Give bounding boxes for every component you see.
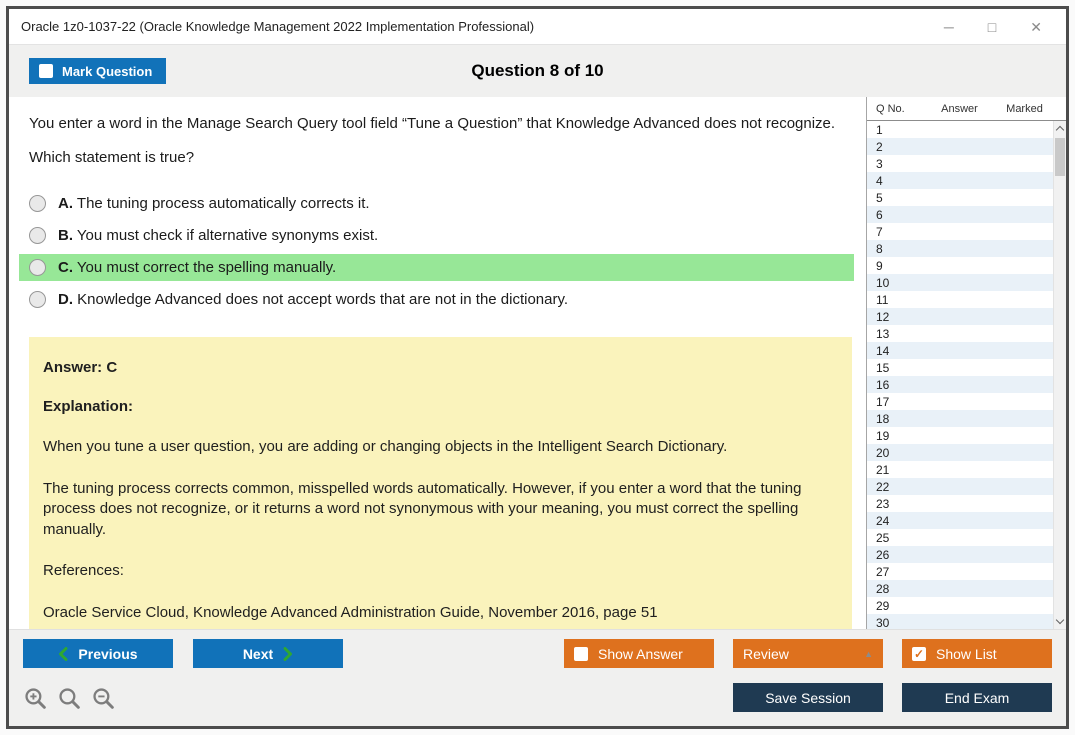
option-a-label (58, 195, 370, 212)
qrow-number: 19 (876, 428, 890, 443)
qrow-number: 6 (876, 207, 883, 222)
qrow-number: 25 (876, 530, 890, 545)
show-answer-checkbox[interactable] (574, 647, 588, 661)
question-list-row[interactable] (867, 138, 1053, 155)
option-b-letter: B. (58, 227, 73, 244)
show-list-button[interactable] (902, 639, 1052, 668)
qrow-number: 15 (876, 360, 890, 375)
qrow-number: 22 (876, 479, 890, 494)
show-list-checkbox[interactable] (912, 647, 926, 661)
zoom-reset-icon[interactable] (57, 686, 82, 711)
question-list-sidebar (866, 97, 1066, 629)
question-list-row[interactable] (867, 240, 1053, 257)
option-d[interactable] (19, 286, 854, 313)
question-list-row[interactable] (867, 580, 1053, 597)
qrow-number: 20 (876, 445, 890, 460)
review-button[interactable] (733, 639, 883, 668)
app-window (6, 6, 1069, 729)
qrow-number: 5 (876, 190, 883, 205)
caret-up-icon: ▲ (864, 648, 873, 659)
qrow-number: 11 (876, 292, 889, 307)
question-list-row[interactable] (867, 614, 1053, 629)
column-marked: Marked (1006, 102, 1043, 115)
zoom-in-icon[interactable] (23, 686, 48, 711)
question-list-row[interactable] (867, 257, 1053, 274)
question-text: You enter a word in the Manage Search Query tool field “Tune a Question” that Knowledge Advanced does not recognize. (29, 115, 836, 132)
zoom-tools (23, 686, 116, 711)
answer-label: Answer: C (43, 359, 118, 376)
column-q-no: Q No. (876, 102, 905, 115)
scroll-up-icon[interactable] (1056, 126, 1064, 134)
explanation-paragraph: When you tune a user question, you are adding or changing objects in the Intelligent Search Dictionary. (43, 438, 728, 455)
radio-option-d[interactable] (29, 291, 46, 308)
qrow-number: 21 (876, 462, 890, 477)
qrow-number: 1 (876, 122, 883, 137)
qrow-number: 23 (876, 496, 890, 511)
show-answer-label: Show Answer (598, 645, 683, 662)
save-session-button[interactable] (733, 683, 883, 712)
review-label: Review (743, 645, 789, 662)
option-a-text: The tuning process automatically corrects it. (76, 195, 370, 212)
mark-question-label: Mark Question (62, 63, 153, 79)
question-list-row[interactable] (867, 512, 1053, 529)
radio-option-c[interactable] (29, 259, 46, 276)
question-list-row[interactable] (867, 597, 1053, 614)
show-list-label: Show List (936, 645, 997, 662)
question-list-row[interactable] (867, 393, 1053, 410)
option-d-label (58, 291, 568, 308)
qrow-number: 30 (876, 615, 890, 629)
footer-bar (9, 629, 1066, 726)
option-c-text: You must correct the spelling manually. (76, 259, 337, 276)
option-d-text: Knowledge Advanced does not accept words that are not in the dictionary. (77, 291, 569, 308)
scrollbar-thumb[interactable] (1055, 138, 1065, 176)
question-list-row[interactable] (867, 427, 1053, 444)
qrow-number: 7 (876, 224, 883, 239)
question-list-row[interactable] (867, 461, 1053, 478)
question-list-row[interactable] (867, 563, 1053, 580)
qrow-number: 10 (876, 275, 890, 290)
question-list-row[interactable] (867, 206, 1053, 223)
qrow-number: 17 (876, 394, 890, 409)
qrow-number: 13 (876, 326, 890, 341)
option-a[interactable] (19, 190, 854, 217)
question-list-scrollbar[interactable] (1053, 121, 1066, 629)
qrow-number: 8 (876, 241, 883, 256)
qrow-number: 14 (876, 343, 890, 358)
close-icon[interactable]: ✕ (1030, 18, 1042, 35)
show-answer-button[interactable] (564, 639, 714, 668)
qrow-number: 2 (876, 139, 883, 154)
radio-option-a[interactable] (29, 195, 46, 212)
check-icon: ✓ (913, 646, 925, 661)
question-list-wrap (867, 121, 1066, 629)
question-list-row[interactable] (867, 410, 1053, 427)
question-list-row[interactable] (867, 274, 1053, 291)
window-title: Oracle 1z0-1037-22 (Oracle Knowledge Management 2022 Implementation Professional) (21, 19, 535, 34)
qrow-number: 12 (876, 309, 890, 324)
scroll-down-icon[interactable] (1056, 616, 1064, 624)
option-b-label (58, 227, 378, 244)
qrow-number: 3 (876, 156, 883, 171)
option-c[interactable] (19, 254, 854, 281)
question-list-row[interactable] (867, 529, 1053, 546)
window-controls (944, 20, 1066, 34)
reference-citation: Oracle Service Cloud, Knowledge Advanced Administration Guide, November 2016, page 51 (43, 603, 658, 621)
chevron-left-icon (58, 647, 68, 661)
qrow-number: 4 (876, 173, 883, 188)
question-list-row[interactable] (867, 308, 1053, 325)
minimize-icon[interactable]: ─ (943, 18, 954, 35)
qrow-number: 27 (876, 564, 890, 579)
question-list-row[interactable] (867, 155, 1053, 172)
question-list-row[interactable] (867, 172, 1053, 189)
question-list (867, 121, 1053, 629)
references-label: References: (43, 562, 124, 580)
end-exam-label: End Exam (944, 689, 1010, 706)
explanation-paragraph: The tuning process corrects common, misspelled words automatically. However, if you enter a word that the tuning process does not recognize, or it returns a word not synonymous with your meaning, you must correct the spelling manually. (43, 479, 802, 538)
main-area (9, 97, 1066, 629)
previous-label: Previous (78, 645, 138, 662)
maximize-icon[interactable]: □ (987, 18, 997, 35)
option-d-letter: D. (58, 291, 73, 308)
options-list (19, 190, 854, 313)
radio-option-b[interactable] (29, 227, 46, 244)
chevron-right-icon (283, 647, 293, 661)
question-list-row[interactable] (867, 478, 1053, 495)
title-bar (9, 9, 1066, 45)
qrow-number: 28 (876, 581, 890, 596)
option-a-letter: A. (58, 195, 73, 212)
question-list-row[interactable] (867, 325, 1053, 342)
end-exam-button[interactable] (902, 683, 1052, 712)
qrow-number: 29 (876, 598, 890, 613)
column-answer: Answer (941, 102, 978, 115)
question-list-row[interactable] (867, 495, 1053, 512)
question-list-row[interactable] (867, 291, 1053, 308)
option-c-letter: C. (58, 259, 73, 276)
question-list-row[interactable] (867, 359, 1053, 376)
qrow-number: 18 (876, 411, 890, 426)
question-list-row[interactable] (867, 223, 1053, 240)
question-list-header (867, 97, 1066, 121)
explanation-label: Explanation: (43, 398, 134, 415)
qrow-number: 16 (876, 377, 890, 392)
question-list-row[interactable] (867, 546, 1053, 563)
question-list-row[interactable] (867, 121, 1053, 138)
qrow-number: 26 (876, 547, 890, 562)
option-b[interactable] (19, 222, 854, 249)
header-band (9, 45, 1066, 97)
question-list-row[interactable] (867, 444, 1053, 461)
answer-explanation-box (29, 337, 852, 629)
next-button[interactable] (193, 639, 343, 668)
question-list-row[interactable] (867, 376, 1053, 393)
question-list-row[interactable] (867, 342, 1053, 359)
option-b-text: You must check if alternative synonyms exist. (76, 227, 379, 244)
question-list-row[interactable] (867, 189, 1053, 206)
qrow-number: 9 (876, 258, 883, 273)
save-session-label: Save Session (765, 689, 851, 706)
previous-button[interactable] (23, 639, 173, 668)
next-label: Next (242, 645, 274, 662)
zoom-out-icon[interactable] (91, 686, 116, 711)
option-c-label (58, 259, 336, 276)
qrow-number: 24 (876, 513, 890, 528)
question-panel (9, 97, 866, 629)
question-prompt: Which statement is true? (29, 149, 195, 166)
question-counter: Question 8 of 10 (471, 61, 604, 80)
